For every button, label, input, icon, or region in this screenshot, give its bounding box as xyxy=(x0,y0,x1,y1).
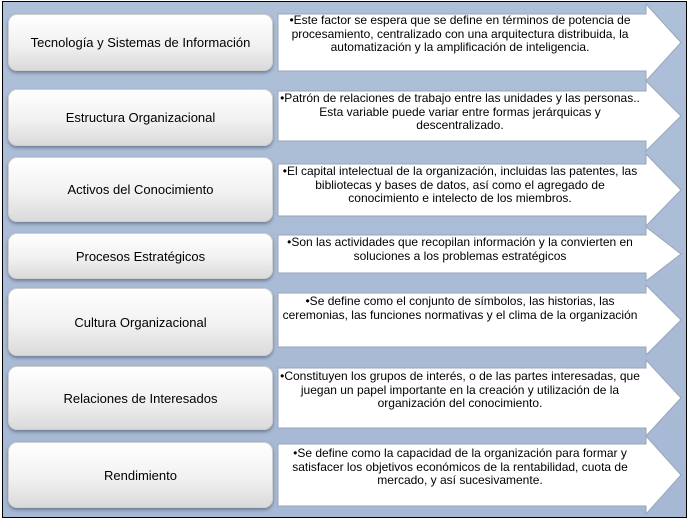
description-arrow xyxy=(278,227,682,281)
row-description: •Constituyen los grupos de interés, o de las partes interesadas, que juegan un papel importante en la creación y utilización de la organización del conocimiento. xyxy=(280,369,640,410)
description-arrow xyxy=(278,4,682,81)
label-box xyxy=(8,14,273,71)
label-box xyxy=(8,157,273,222)
description-arrow xyxy=(278,436,682,514)
row-label: Tecnología y Sistemas de Información xyxy=(30,35,251,50)
row-label: Cultura Organizacional xyxy=(74,314,207,330)
description-arrow xyxy=(278,154,682,226)
label-box xyxy=(8,288,273,356)
label-box xyxy=(8,233,273,279)
row-label: Rendimiento xyxy=(104,467,177,483)
description-arrow xyxy=(278,285,682,355)
row-description: •Se define como el conjunto de símbolos, las historias, las ceremonias, las funciones normativas y el clima de la organización xyxy=(282,294,638,322)
row-description: •Este factor se espera que se define en términos de potencia de procesamiento, centralizado con una arquitectura distribuida, la automatización y la amplificación de inteligencia. xyxy=(289,13,631,54)
label-box xyxy=(8,89,273,146)
row-label: Relaciones de Interesados xyxy=(63,390,218,406)
row-description: •Patrón de relaciones de trabajo entre las unidades y las personas.. Esta variable puede variar entre formas jerárquicas y descentralizado. xyxy=(280,91,640,132)
description-arrow xyxy=(278,81,682,151)
row-label: Activos del Conocimiento xyxy=(67,182,214,197)
label-box xyxy=(8,442,273,508)
row-description: •Se define como la capacidad de la organización para formar y satisfacer los objetivos económicos de la rentabilidad, cuota de mercado, y así sucesivamente. xyxy=(292,446,628,487)
description-arrow xyxy=(278,360,682,436)
row-description: •Son las actividades que recopilan información y la convierten en soluciones a los problemas estratégicos xyxy=(287,235,633,263)
label-box xyxy=(8,366,273,430)
row-label: Estructura Organizacional xyxy=(65,110,216,125)
row-label: Procesos Estratégicos xyxy=(75,248,206,264)
row-description: •El capital intelectual de la organización, incluidas las patentes, las bibliotecas y bases de datos, así como el agregado de conocimiento e intelecto de los miembros. xyxy=(282,164,638,205)
